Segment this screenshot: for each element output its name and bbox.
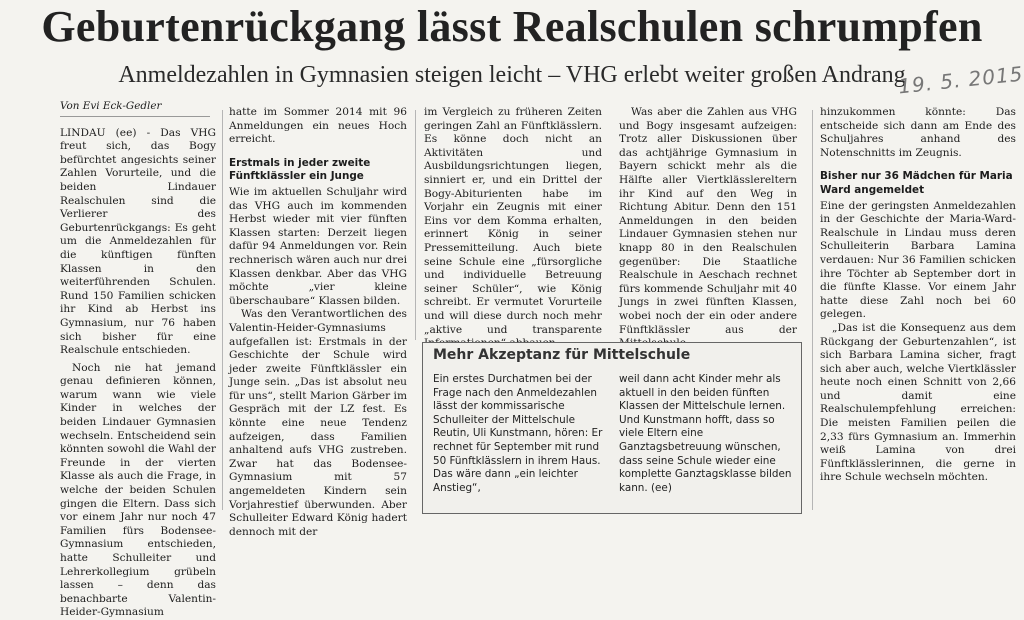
paragraph: Wie im aktuellen Schuljahr wird das VHG auch im kommenden Herbst wieder mit vier fünften Klassen starten: Derzeit liegen dafür 94 Anmeldungen vor. Rein rechnerisch wären auch nur drei Klassen denkbar. Aber das VHG möchte „vier kleine überschaubare“ Klassen bilden.	[229, 185, 407, 307]
column-2	[229, 106, 407, 539]
paragraph: Was aber die Zahlen aus VHG und Bogy insgesamt aufzeigen: Trotz aller Diskussionen über das achtjährige Gymnasium in Bayern schickt mehr als die Hälfte aller Viertklässlereltern ihr Kind auf den Weg in Richtung Abitur. Denn den 151 Anmeldungen in den beiden Lindauer Gymnasien stehen nur knapp 80 in den Realschulen gegenüber: Die Staatliche Realschule in Aeschach rechnet fürs kommende Schuljahr mit 40 Jungs in zwei fünften Klassen, wobei noch der ein oder andere Fünftklässler aus der	[619, 106, 797, 336]
paragraph: hatte im Sommer 2014 mit 96 Anmeldungen ein neues Hoch erreicht.	[229, 106, 407, 146]
subheading: Bisher nur 36 Mädchen für Maria Ward angemeldet	[820, 170, 1013, 196]
column-1	[60, 100, 216, 620]
column-divider	[415, 110, 416, 340]
subheadline: Anmeldezahlen in Gymnasien steigen leicht – VHG erlebt weiter großen Andrang	[118, 62, 906, 88]
info-box-title: Mehr Akzeptanz für Mittelschule	[433, 347, 691, 363]
info-box-text-left: Ein erstes Durchatmen bei der Frage nach den Anmeldezahlen lässt der kommissarische Schulleiter der Mittelschule Reutin, Uli Kunstmann, hören: Er rechnet für September mit rund 50 Fünftklässlern in ihrem Haus. Das wäre dann „ein leichter Anstieg“,	[433, 373, 603, 494]
paragraph: hinzukommen könnte: Das entscheide sich dann am Ende des Schuljahres anhand des Notenschnitts im Zeugnis.	[820, 106, 1016, 159]
headline: Geburtenrückgang lässt Realschulen schrumpfen	[41, 2, 983, 51]
column-divider	[812, 110, 813, 510]
column-3	[424, 106, 602, 351]
column-5	[820, 106, 1016, 485]
subheading: Erstmals in jeder zweite Fünftklässler ein Junge	[229, 156, 371, 183]
paragraph: Eine der geringsten Anmeldezahlen in der Geschichte der Maria-Ward-Realschule in Lindau muss deren Schulleiterin Barbara Lamina verdauen: Nur 36 Familien schicken ihre Töchter ab September dort in die fünfte Klasse. Vor einem Jahr hatte diese Zahl noch bei 60 gelegen.	[820, 199, 1016, 321]
paragraph: „Das ist die Konsequenz aus dem Rückgang der Geburtenzahlen“, ist sich Barbara Lamina sicher, fragt sich aber auch, welche Viertklässler heute noch einen Schnitt von 2,66 und damit eine Realschulempfehlung erreichen: Die meisten Familien peilen die 2,33 fürs Gymnasium an. Immerhin weiß Lamina von drei Fünftklässlerinnen, die gerne in ihre Schule wechseln möchten.	[820, 321, 1016, 484]
paragraph: LINDAU (ee) - Das VHG freut sich, das Bogy befürchtet angesichts seiner Zahlen Vorurteile, und die beiden Lindauer Realschulen sind die Verlierer des Geburtenrückgangs: Es geht um die Anmeldezahlen für die künftigen fünften Klassen in den weiterführenden Schulen. Rund 150 Familien schicken ihr Kind ab Herbst ins Gymnasium, nur 76 haben sich bisher für eine Realschule entschieden.	[60, 126, 216, 357]
column-4	[619, 106, 797, 351]
info-box-text-right: weil dann acht Kinder mehr als aktuell in den beiden fünften Klassen der Mittelschule lernen. Und Kunstmann hofft, dass so viele Eltern eine Ganztagsbetreuung wünschen, dass seine Schule wieder eine komplette Ganztagsklasse bilden kann. (ee)	[619, 373, 792, 494]
info-box	[422, 342, 802, 514]
paragraph: Was den Verantwortlichen des Valentin-Heider-Gymnasiums aufgefallen ist: Erstmals in der Geschichte der Schule wird jeder zweite Fünftklässler ein Junge sein. „Das ist absolut neu für uns“, stellt Marion Gärber im Gespräch mit der LZ fest. Es könnte eine neue Tendenz aufzeigen, dass Familien anhaltend aufs VHG zustreben. Zwar hat das Bodensee-Gymnasium mit 57 angemeldeten Kindern sein Vorjahrestief überwunden. Aber Schulleiter Edward König hadert dennoch mit der	[229, 308, 407, 538]
author-byline: Von Evi Eck-Gedler	[60, 100, 210, 117]
paragraph: Noch nie hat jemand genau definieren können, warum wann wie viele Kinder in welches der beiden Lindauer Gymnasien wechseln. Entscheidend sein könnten sowohl die Wahl der Freunde in der vierten Klasse als auch die Frage, in welche der beiden Schulen gingen die Eltern. Dass sich vor einem Jahr nur noch 47 Familien fürs Bodensee-Gymnasium entschieden, hatte Schulleiter und Lehrerkollegium grübeln lassen – denn das benachbarte Valentin-Heider-Gymnasium	[60, 361, 216, 619]
handwritten-date: 19. 5. 2015	[897, 61, 1024, 99]
column-divider	[222, 110, 223, 510]
paragraph: im Vergleich zu früheren Zeiten geringen Zahl an Fünftklässlern. Es könne doch nicht an Aktivitäten und Ausbildungsrichtungen liegen, sinniert er, und ein Drittel der Bogy-Abiturienten habe im Vorjahr ein Zeugnis mit einer Eins vor dem Komma erhalten, erinnert König in seiner Pressemitteilung. Auch biete seine Schule eine „fürsorgliche und individuelle Betreuung seiner Schüler“, wie König schreibt. Er vermutet Vorurteile und will diese durch noch mehr „aktive und transparente	[424, 106, 602, 336]
